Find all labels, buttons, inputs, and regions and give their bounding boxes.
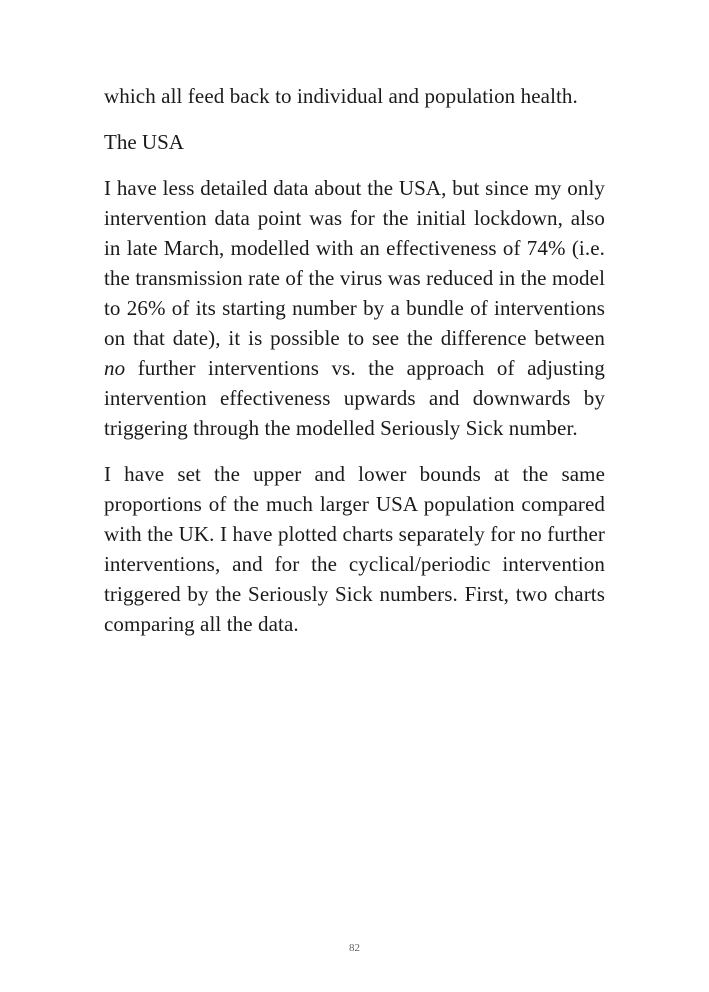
paragraph-text: I have less detailed data about the USA, but since my only intervention data point was for the initial lockdown, also in late March, modelled with an effectiveness of 74% (i.e. the transmission rate of the virus was reduced in the model to 26% of its starting number by a bundle of interventions on that date), it is possible to see the difference between: [104, 176, 605, 350]
page-body: [104, 81, 605, 655]
paragraph-continuation: which all feed back to individual and population health.: [104, 84, 578, 108]
paragraph-usa-intro: [104, 173, 605, 443]
section-heading: The USA: [104, 130, 184, 154]
emphasis-text: no: [104, 356, 126, 380]
paragraph-bounds: I have set the upper and lower bounds at the same proportions of the much larger USA population compared with the UK. I have plotted charts separately for no further interventions, and for the cyclical/periodic intervention triggered by the Seriously Sick numbers. First, two charts comparing all the data.: [104, 462, 605, 636]
page-number: 82: [349, 942, 360, 954]
paragraph-text: further interventions vs. the approach of adjusting intervention effectiveness upwards and downwards by triggering through the modelled Seriously Sick number.: [104, 356, 605, 440]
